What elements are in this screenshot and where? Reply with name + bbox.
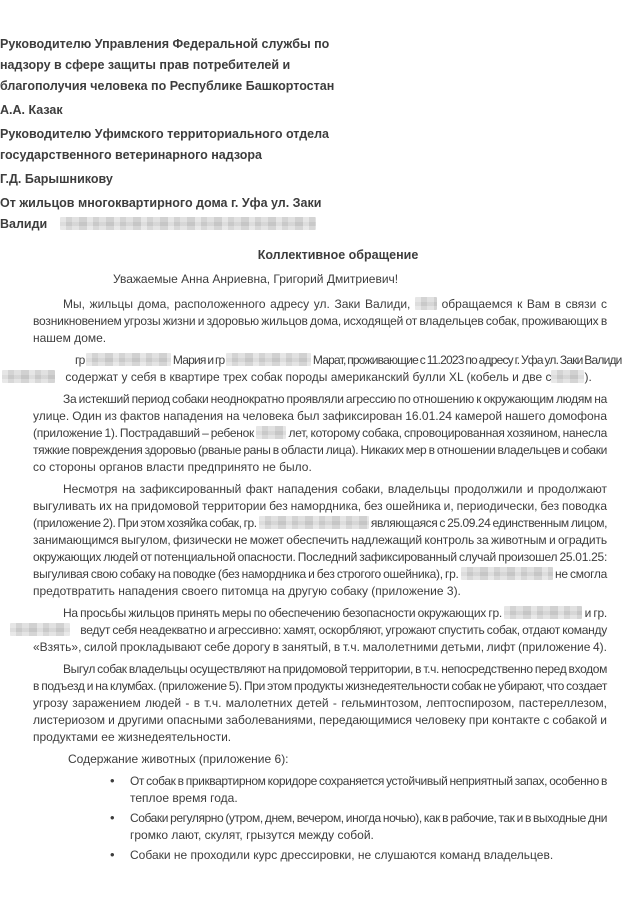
text-line: предотвратить нападения своего питомца на другую собаку (приложение 3). (33, 584, 461, 598)
list-item (110, 773, 607, 807)
redacted-text (226, 353, 311, 366)
text-line: надзору в сфере защиты прав потребителей и (0, 58, 291, 72)
text-line: тяжкие повреждения здоровью (рваные раны в области лица). Никаких мер в отношении владельцев и собаки (33, 443, 607, 457)
indent-spacer (33, 363, 75, 364)
redacted-text (10, 623, 70, 636)
text-line: За истекший период собаки неоднократно проявляли агрессию по отношению к окружающим людям на (33, 391, 607, 408)
text-line: От жильцов многоквартирного дома г. Уфа ул. Заки (0, 196, 322, 210)
bullet-icon: • (110, 847, 115, 862)
indent-spacer (33, 492, 63, 493)
text-line: Содержание животных (приложение 6): (33, 751, 607, 768)
paragraph (33, 296, 607, 347)
paragraph (33, 661, 607, 746)
text-line: Несмотря на зафиксированный факт нападения собаки, владельцы продолжили и продолжают (33, 481, 607, 498)
redacted-text (86, 353, 171, 366)
redacted-text (256, 426, 286, 439)
text-line: (приложение 2). При этом хозяйка собак, гр. являющаяся с 25.09.24 единственным лицом, (33, 516, 607, 530)
redacted-text (259, 516, 369, 529)
document-body (33, 296, 622, 864)
bullet-icon: • (110, 773, 115, 788)
text-line: Мы, жильцы дома, расположенного адресу ул. Заки Валиди, обращаемся к Вам в связи с (33, 296, 607, 313)
indent-spacer (33, 616, 63, 617)
bullet-icon: • (110, 810, 115, 825)
indent-spacer (33, 307, 63, 308)
text-line: теплое время года. (130, 791, 238, 805)
text-line: От собак в приквартирном коридоре сохраняется устойчивый неприятный запах, особенно в (130, 774, 607, 788)
text-line: окружающих людей от потенциальной опасности. Последний зафиксированный случай произошел 25.01.25: (33, 550, 607, 564)
text-line: в подъезд и на клумбах. (приложение 5). При этом продукты жизнедеятельности собак не убирают, что создает (33, 679, 607, 693)
redacted-text (415, 297, 437, 310)
document-title: Коллективное обращение (257, 248, 419, 262)
text-line: возникновением угрозы жизни и здоровью жильцов дома, исходящей от владельцев собак, проживающих в (33, 314, 607, 328)
recipient-entry (0, 193, 630, 235)
text-line: листериозом и другими опасными заболеваниями, передающимися человеку при контакте с собакой и (33, 713, 607, 727)
redacted-text (504, 606, 582, 619)
paragraph (33, 481, 607, 600)
text-line: Выгул собак владельцы осуществляют на придомовой территории, в т.ч. непосредственно перед входом (33, 661, 607, 678)
text-line: улице. Один из фактов нападения на человека был зафиксирован 16.01.24 камерой нашего домофона (33, 409, 607, 423)
text-line: нашем доме. (33, 331, 107, 345)
text-line: Собаки не проходили курс дрессировки, не слушаются команд владельцев. (130, 848, 554, 862)
text-line: Руководителю Управления Федеральной службы по (0, 37, 330, 51)
list-item (110, 847, 607, 864)
text-line: Г.Д. Барышникову (0, 172, 113, 186)
text-line: (приложение 1). Пострадавший – ребенок лет, которому собака, спровоцированная хозяином, нанесла (33, 426, 607, 440)
text-line: благополучия человека по Республике Башкортостан (0, 79, 335, 93)
text-line: громко лают, скулят, грызутся между собой. (130, 828, 374, 842)
text-line: гр Мария и гр Марат, проживающие с 11.2023 по адресу г. Уфа ул. Заки Валиди (33, 352, 607, 369)
text-line: Руководителю Уфимского территориального отдела (0, 127, 330, 141)
recipient-block (0, 0, 639, 235)
indent-spacer (33, 672, 63, 673)
text-line: продуктами ее жизнедеятельности. (33, 730, 232, 744)
text-line: угрозу заражением людей - в т.ч. малолетних детей - гельминтозом, лептоспирозом, пастереллезом, (33, 696, 607, 710)
redacted-text (60, 217, 316, 230)
recipient-entry (0, 100, 630, 121)
text-line: Валиди (0, 214, 630, 235)
list-item (110, 810, 607, 844)
text-line: ведут себя неадекватно и агрессивно: хамят, оскорбляют, угрожают спустить собак, отдают команду (33, 622, 607, 639)
text-line: государственного ветеринарного надзора (0, 148, 262, 162)
redacted-text (2, 370, 55, 383)
redacted-text (461, 567, 553, 580)
text-line: выгуливая свою собаку на поводке (без намордника и без строгого ошейника), гр. не смогла (33, 567, 607, 581)
text-line: А.А. Казак (0, 103, 63, 117)
text-line: Собаки регулярно (утром, днем, вечером, иногда ночью), как в рабочие, так и в выходные дни (130, 811, 607, 825)
paragraph (33, 352, 622, 386)
recipient-entry (0, 124, 630, 166)
paragraph (33, 391, 607, 476)
paragraph (33, 605, 607, 656)
indent-spacer (33, 402, 63, 403)
text-line: На просьбы жильцов принять меры по обеспечению безопасности окружающих гр. и гр. (33, 605, 607, 622)
redacted-text (551, 370, 584, 383)
text-line: со стороны органов власти предпринято не было. (33, 460, 312, 474)
text-line: содержат у себя в квартире трех собак породы американский булли XL (кобель и две с ). (33, 369, 607, 386)
text-line: «Взять», силой прокладывают себе дорогу в занятый, в т.ч. малолетними детьми, лифт (приложение 4). (33, 640, 607, 654)
indent-spacer (33, 762, 68, 763)
paragraph (33, 751, 607, 768)
text-line: занимающимся выгулом, физически не может обеспечить надлежащий контроль за животным и оградить (33, 533, 608, 547)
bullet-list (33, 773, 607, 864)
text-line: выгуливать их на придомовой территории без намордника, без ошейника и, периодически, без поводка (33, 499, 607, 513)
salutation: Уважаемые Анна Анриевна, Григорий Дмитриевич! (113, 272, 399, 286)
recipient-entry (0, 169, 630, 190)
recipient-entry (0, 34, 630, 97)
